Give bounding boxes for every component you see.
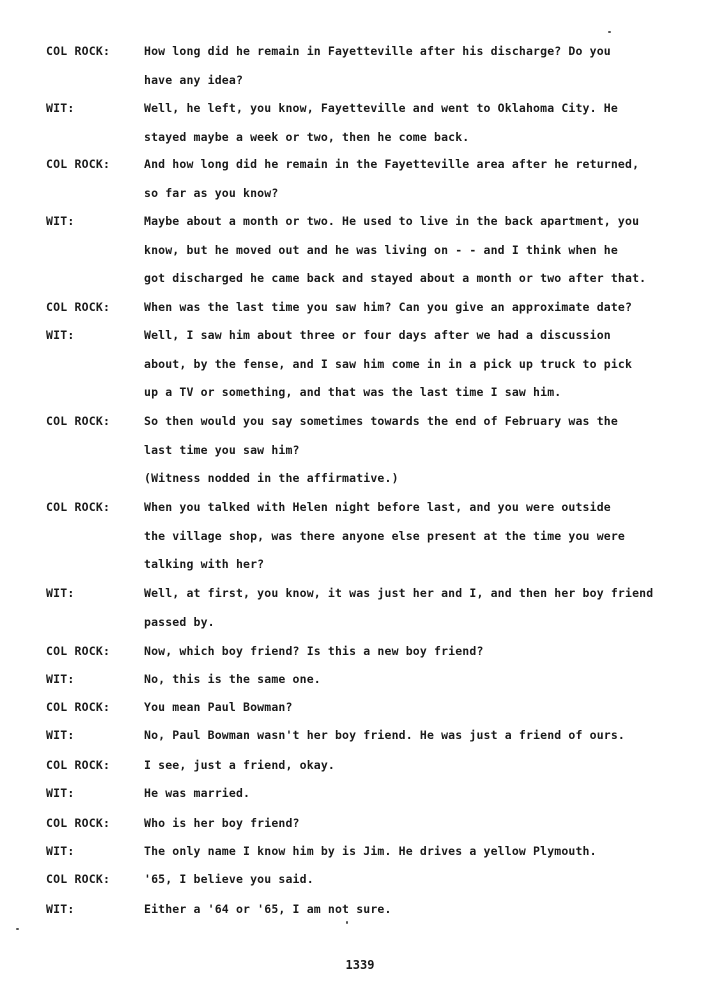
speaker-label: COL ROCK: [46,816,111,830]
dialogue-line: have any idea? [144,72,244,87]
speaker-label: WIT: [46,902,75,916]
dialogue-line: talking with her? [144,557,265,571]
speaker-label: WIT: [46,672,75,686]
dialogue-line: I see, just a friend, okay. [144,758,335,772]
dialogue-line: passed by. [144,614,215,629]
dialogue-line: He was married. [144,786,251,800]
speaker-label: COL ROCK: [46,414,111,428]
dialogue-line: No, this is the same one. [144,672,321,686]
dialogue-line: You mean Paul Bowman? [144,700,293,714]
speaker-label: COL ROCK: [46,44,111,58]
dialogue-line: stayed maybe a week or two, then he come back. [144,129,470,144]
dialogue-line: The only name I know him by is Jim. He drives a yellow Plymouth. [144,844,597,858]
speaker-label: WIT: [46,728,75,742]
dialogue-line: Well, he left, you know, Fayetteville and went to Oklahoma City. He [144,101,618,115]
speaker-label: WIT: [46,586,75,600]
dialogue-line: When was the last time you saw him? Can you give an approximate date? [144,300,633,314]
dialogue-line: so far as you know? [144,185,279,200]
dialogue-line: know, but he moved out and he was living on - - and I think when he [144,242,618,257]
dialogue-line: last time you saw him? [144,442,300,457]
scan-speck [608,31,611,33]
dialogue-line: How long did he remain in Fayetteville after his discharge? Do you [144,44,611,58]
speaker-label: COL ROCK: [46,644,111,658]
dialogue-line: Well, at first, you know, it was just her and I, and then her boy friend [144,586,654,600]
dialogue-line: So then would you say sometimes towards the end of February was the [144,414,618,428]
dialogue-line: up a TV or something, and that was the last time I saw him. [144,385,562,399]
dialogue-line: And how long did he remain in the Fayetteville area after he returned, [144,157,640,171]
page-number: 1339 [345,958,375,972]
speaker-label: WIT: [46,101,75,115]
dialogue-line: Now, which boy friend? Is this a new boy friend? [144,644,484,658]
scan-speck [346,921,348,924]
dialogue-line: Maybe about a month or two. He used to live in the back apartment, you [144,214,640,228]
speaker-label: WIT: [46,328,75,342]
dialogue-line: Who is her boy friend? [144,816,300,830]
speaker-label: COL ROCK: [46,157,111,171]
speaker-label: COL ROCK: [46,300,111,314]
speaker-label: COL ROCK: [46,872,111,886]
speaker-label: WIT: [46,214,75,228]
speaker-label: WIT: [46,844,75,858]
speaker-label: WIT: [46,786,75,800]
dialogue-line: Well, I saw him about three or four days after we had a discussion [144,328,611,342]
dialogue-line: When you talked with Helen night before last, and you were outside [144,500,611,514]
scan-speck [16,928,19,930]
speaker-label: COL ROCK: [46,500,111,514]
dialogue-line: '65, I believe you said. [144,872,314,886]
speaker-label: COL ROCK: [46,700,111,714]
dialogue-line: the village shop, was there anyone else present at the time you were [144,528,626,543]
dialogue-line: about, by the fense, and I saw him come in in a pick up truck to pick [144,356,633,371]
speaker-label: COL ROCK: [46,758,111,772]
dialogue-line: (Witness nodded in the affirmative.) [144,471,399,485]
dialogue-line: got discharged he came back and stayed about a month or two after that. [144,271,647,285]
dialogue-line: No, Paul Bowman wasn't her boy friend. He was just a friend of ours. [144,728,626,742]
dialogue-line: Either a '64 or '65, I am not sure. [144,902,392,916]
